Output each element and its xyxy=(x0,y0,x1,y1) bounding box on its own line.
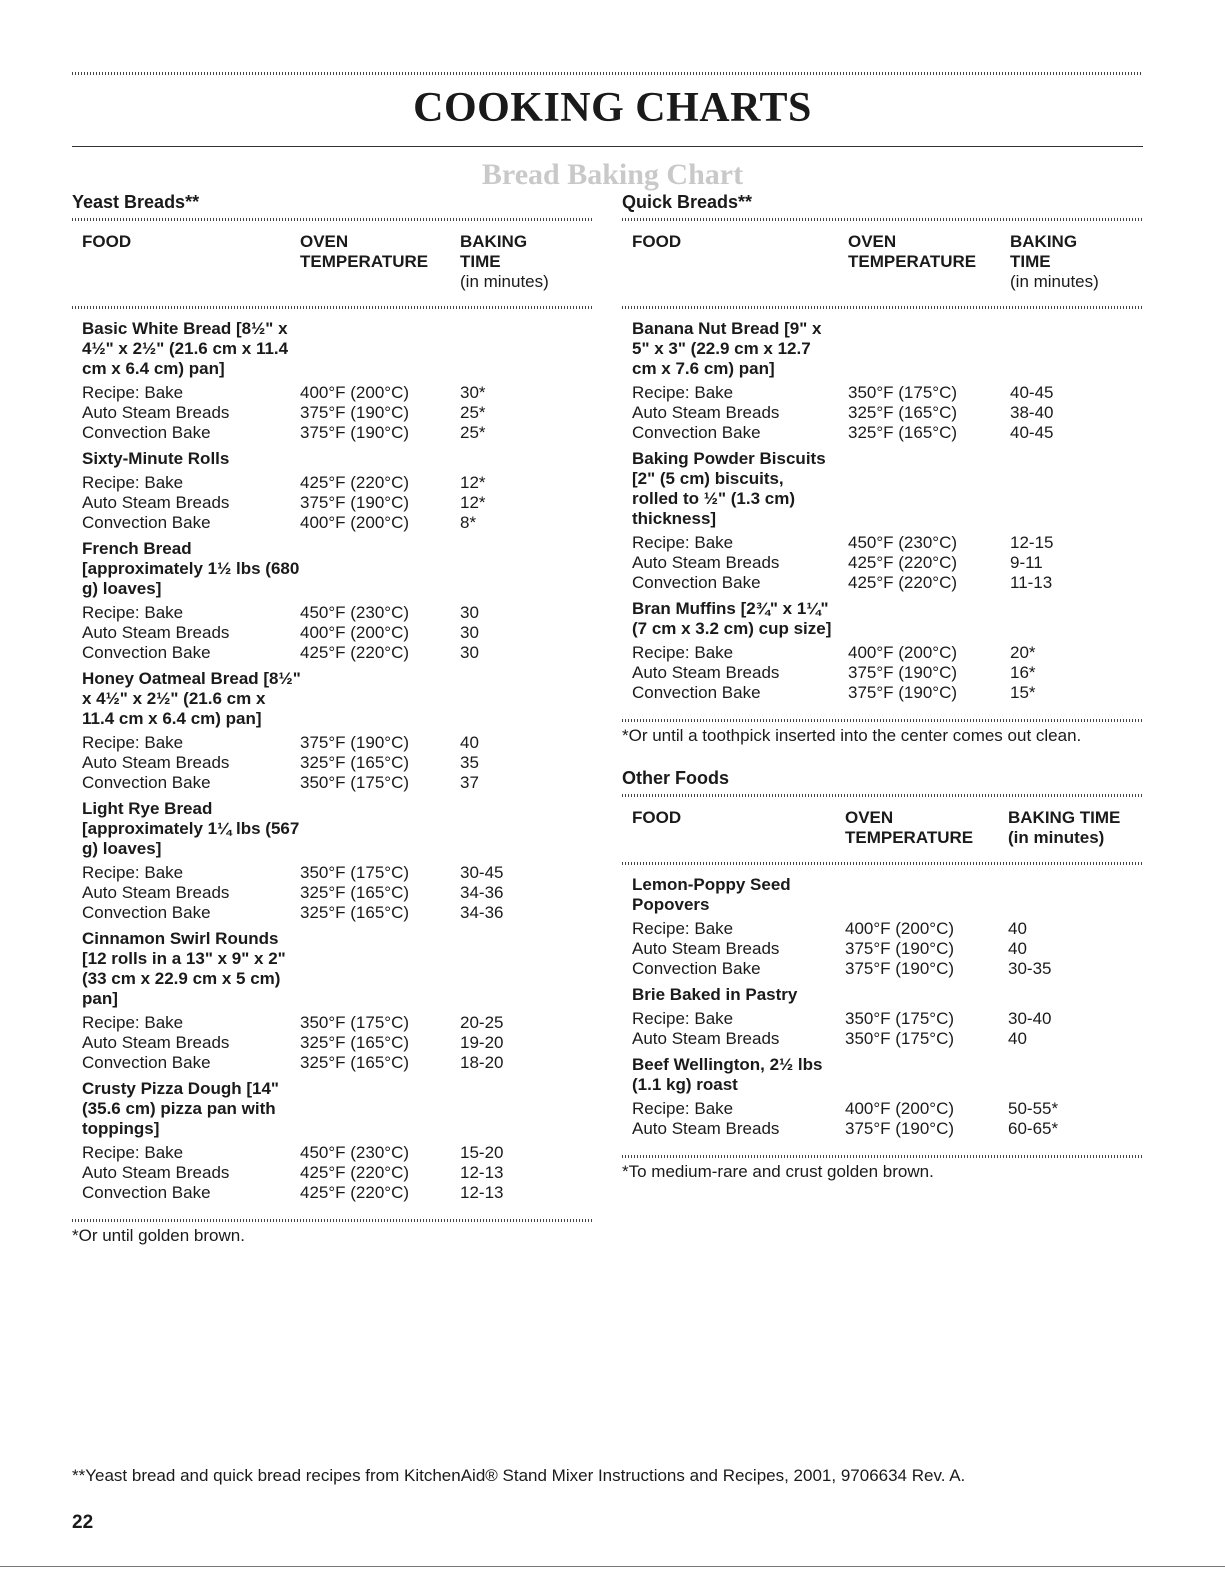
header-time-line1: BAKING xyxy=(1010,232,1078,251)
cell-method: Convection Bake xyxy=(82,1183,211,1202)
table-row xyxy=(632,1009,1144,1029)
header-time xyxy=(1008,808,1144,848)
table-row xyxy=(632,663,1144,683)
table-row xyxy=(82,643,594,663)
header-food xyxy=(632,808,845,848)
cell-method: Auto Steam Breads xyxy=(632,663,780,682)
food-item xyxy=(82,449,594,533)
cell-temp: 400°F (200°C) xyxy=(300,623,410,642)
cell-temp: 350°F (175°C) xyxy=(300,773,410,792)
cell-temp: 400°F (200°C) xyxy=(845,919,955,938)
food-item xyxy=(632,319,1144,443)
section-title: Quick Breads** xyxy=(622,192,753,212)
header-food xyxy=(632,232,848,292)
food-item xyxy=(82,669,594,793)
table-row xyxy=(82,383,594,403)
cell-time: 11-13 xyxy=(1010,573,1053,592)
cell-method: Recipe: Bake xyxy=(82,383,184,402)
header-oven-line1: OVEN xyxy=(300,232,349,251)
food-name: Lemon-Poppy Seed Popovers xyxy=(632,875,791,914)
cell-time: 12* xyxy=(460,493,486,512)
table-body xyxy=(622,309,1144,717)
cell-temp: 350°F (175°C) xyxy=(300,1013,410,1032)
cell-method: Auto Steam Breads xyxy=(632,403,780,422)
header-time-line3: (in minutes) xyxy=(460,272,549,291)
table-row xyxy=(82,603,594,623)
table-row xyxy=(632,919,1144,939)
food-item xyxy=(632,449,1144,593)
footnote: *Or until golden brown. xyxy=(72,1226,245,1245)
table-header xyxy=(622,797,1144,860)
cell-method: Convection Bake xyxy=(632,683,761,702)
table-row xyxy=(632,1029,1144,1049)
cell-time: 8* xyxy=(460,513,477,532)
cell-time: 30 xyxy=(460,603,479,622)
header-oven-line2: TEMPERATURE xyxy=(845,828,974,847)
table-row xyxy=(82,1163,594,1183)
table-row xyxy=(632,683,1144,703)
dotted-rule xyxy=(72,1219,594,1222)
table-row xyxy=(82,863,594,883)
table-row xyxy=(632,643,1144,663)
table-row xyxy=(82,1013,594,1033)
cell-temp: 375°F (190°C) xyxy=(300,493,410,512)
table-row xyxy=(82,1053,594,1073)
cell-temp: 375°F (190°C) xyxy=(300,733,410,752)
cell-temp: 425°F (220°C) xyxy=(300,1183,410,1202)
cell-temp: 350°F (175°C) xyxy=(845,1009,955,1028)
table-row xyxy=(82,753,594,773)
dotted-rule xyxy=(622,719,1144,722)
table-row xyxy=(632,1099,1144,1119)
cell-method: Convection Bake xyxy=(82,903,211,922)
cell-method: Recipe: Bake xyxy=(82,733,184,752)
cell-time: 15-20 xyxy=(460,1143,504,1162)
cell-time: 40 xyxy=(1008,919,1027,938)
cell-method: Recipe: Bake xyxy=(82,473,184,492)
table-row xyxy=(82,403,594,423)
food-item xyxy=(632,875,1144,979)
food-item xyxy=(82,799,594,923)
header-oven xyxy=(848,232,1010,292)
dotted-rule xyxy=(622,1155,1144,1158)
quick-breads-section xyxy=(622,192,1144,1182)
cell-method: Auto Steam Breads xyxy=(82,623,230,642)
cell-time: 40 xyxy=(1008,1029,1027,1048)
food-name: Honey Oatmeal Bread [8½" x 4½" x 2½" (21.6 cm x 11.4 cm x 6.4 cm) pan] xyxy=(82,669,301,728)
cell-time: 34-36 xyxy=(460,903,504,922)
cell-method: Convection Bake xyxy=(632,573,761,592)
cell-time: 25* xyxy=(460,403,486,422)
cell-method: Convection Bake xyxy=(82,423,211,442)
cell-method: Auto Steam Breads xyxy=(82,1163,230,1182)
table-row xyxy=(632,1119,1144,1139)
cell-time: 40 xyxy=(1008,939,1027,958)
cell-time: 30-40 xyxy=(1008,1009,1052,1028)
cell-temp: 350°F (175°C) xyxy=(300,863,410,882)
cell-time: 9-11 xyxy=(1010,553,1043,572)
cell-temp: 325°F (165°C) xyxy=(300,1053,410,1072)
cell-method: Auto Steam Breads xyxy=(82,403,230,422)
cell-temp: 325°F (165°C) xyxy=(300,753,410,772)
food-item xyxy=(632,1055,1144,1139)
table-row xyxy=(632,553,1144,573)
table-row xyxy=(82,513,594,533)
cell-temp: 425°F (220°C) xyxy=(848,573,958,592)
cell-temp: 325°F (165°C) xyxy=(300,883,410,902)
header-oven-line1: OVEN xyxy=(845,808,894,827)
cell-time: 12-15 xyxy=(1010,533,1054,552)
section-title: Other Foods xyxy=(622,768,729,788)
cell-temp: 375°F (190°C) xyxy=(300,423,410,442)
food-name: Crusty Pizza Dough [14" (35.6 cm) pizza pan with toppings] xyxy=(82,1079,279,1138)
cell-method: Auto Steam Breads xyxy=(632,553,780,572)
cell-temp: 425°F (220°C) xyxy=(300,643,410,662)
cell-method: Auto Steam Breads xyxy=(82,493,230,512)
cell-time: 15* xyxy=(1010,683,1036,702)
table-row xyxy=(82,423,594,443)
cell-temp: 375°F (190°C) xyxy=(845,1119,955,1138)
table-row xyxy=(82,903,594,923)
yeast-breads-section xyxy=(72,192,594,1246)
cell-time: 16* xyxy=(1010,663,1036,682)
cell-temp: 350°F (175°C) xyxy=(845,1029,955,1048)
food-name: Beef Wellington, 2½ lbs (1.1 kg) roast xyxy=(632,1055,823,1094)
header-oven-line2: TEMPERATURE xyxy=(848,252,977,271)
cell-method: Convection Bake xyxy=(82,643,211,662)
cell-method: Convection Bake xyxy=(632,423,761,442)
food-item xyxy=(632,599,1144,703)
header-time-line2: TIME xyxy=(460,252,501,271)
cell-temp: 425°F (220°C) xyxy=(300,1163,410,1182)
cell-method: Convection Bake xyxy=(632,959,761,978)
food-item xyxy=(632,985,1144,1049)
cell-method: Recipe: Bake xyxy=(82,1013,184,1032)
cell-time: 12* xyxy=(460,473,486,492)
cell-temp: 350°F (175°C) xyxy=(848,383,958,402)
cell-temp: 450°F (230°C) xyxy=(300,603,410,622)
source-footnote: **Yeast bread and quick bread recipes from KitchenAid® Stand Mixer Instructions and Recipes, 2001, 9706634 Rev. A. xyxy=(72,1466,966,1485)
cell-time: 20-25 xyxy=(460,1013,504,1032)
table-row xyxy=(632,383,1144,403)
cell-time: 30-35 xyxy=(1008,959,1052,978)
header-time xyxy=(1010,232,1144,292)
header-time-line3: (in minutes) xyxy=(1010,272,1099,291)
table-row xyxy=(632,573,1144,593)
footnote: *To medium-rare and crust golden brown. xyxy=(622,1162,934,1181)
cell-temp: 375°F (190°C) xyxy=(848,683,958,702)
cell-time: 38-40 xyxy=(1010,403,1054,422)
header-time-line1: BAKING xyxy=(460,232,528,251)
cell-temp: 325°F (165°C) xyxy=(300,903,410,922)
cell-temp: 375°F (190°C) xyxy=(845,939,955,958)
cell-method: Recipe: Bake xyxy=(632,1009,734,1028)
cell-temp: 425°F (220°C) xyxy=(848,553,958,572)
table-body xyxy=(622,865,1144,1153)
cell-temp: 375°F (190°C) xyxy=(845,959,955,978)
cell-temp: 325°F (165°C) xyxy=(848,423,958,442)
title-rule xyxy=(72,146,1143,147)
cell-method: Recipe: Bake xyxy=(632,533,734,552)
cell-method: Recipe: Bake xyxy=(632,383,734,402)
header-time-line2: (in minutes) xyxy=(1008,828,1105,847)
food-item xyxy=(82,1079,594,1203)
cell-temp: 375°F (190°C) xyxy=(300,403,410,422)
cell-method: Recipe: Bake xyxy=(632,919,734,938)
cell-temp: 425°F (220°C) xyxy=(300,473,410,492)
cell-time: 12-13 xyxy=(460,1163,504,1182)
table-row xyxy=(82,1183,594,1203)
cell-temp: 325°F (165°C) xyxy=(300,1033,410,1052)
table-row xyxy=(632,403,1144,423)
table-row xyxy=(82,623,594,643)
header-food-label: FOOD xyxy=(82,232,132,251)
cell-method: Convection Bake xyxy=(82,1053,211,1072)
table-row xyxy=(632,533,1144,553)
food-item xyxy=(82,929,594,1073)
cell-temp: 375°F (190°C) xyxy=(848,663,958,682)
bottom-rule xyxy=(0,1566,1225,1567)
food-name: Sixty-Minute Rolls xyxy=(82,449,230,468)
cell-temp: 325°F (165°C) xyxy=(848,403,958,422)
cell-method: Recipe: Bake xyxy=(82,1143,184,1162)
cell-temp: 400°F (200°C) xyxy=(848,643,958,662)
header-time-line1: BAKING TIME xyxy=(1008,808,1121,827)
cell-time: 34-36 xyxy=(460,883,504,902)
cell-time: 19-20 xyxy=(460,1033,504,1052)
cell-method: Auto Steam Breads xyxy=(82,883,230,902)
cell-temp: 400°F (200°C) xyxy=(300,383,410,402)
cell-method: Convection Bake xyxy=(82,773,211,792)
table-row xyxy=(82,493,594,513)
header-food-label: FOOD xyxy=(632,232,682,251)
cell-method: Recipe: Bake xyxy=(82,603,184,622)
header-time-line2: TIME xyxy=(1010,252,1051,271)
table-body xyxy=(72,309,594,1217)
table-row xyxy=(82,773,594,793)
food-item xyxy=(82,539,594,663)
cell-time: 30 xyxy=(460,623,479,642)
table-header xyxy=(622,221,1144,304)
cell-time: 30* xyxy=(460,383,486,402)
table-row xyxy=(632,959,1144,979)
food-name: Brie Baked in Pastry xyxy=(632,985,798,1004)
chart-title: Bread Baking Chart xyxy=(481,158,744,191)
food-name: Banana Nut Bread [9" x 5" x 3" (22.9 cm x 12.7 cm x 7.6 cm) pan] xyxy=(632,319,822,378)
cell-time: 40 xyxy=(460,733,479,752)
table-row xyxy=(82,883,594,903)
footnote: *Or until a toothpick inserted into the center comes out clean. xyxy=(622,726,1082,745)
food-item xyxy=(82,319,594,443)
cell-time: 12-13 xyxy=(460,1183,504,1202)
table-row xyxy=(82,473,594,493)
food-name: Light Rye Bread [approximately 1¼ lbs (567 g) loaves] xyxy=(82,799,300,858)
cell-time: 50-55* xyxy=(1008,1099,1059,1118)
cell-time: 37 xyxy=(460,773,479,792)
page-number: 22 xyxy=(72,1512,94,1533)
cell-temp: 450°F (230°C) xyxy=(848,533,958,552)
food-name: Bran Muffins [2¾" x 1¼" (7 cm x 3.2 cm) cup size] xyxy=(632,599,832,638)
cell-time: 30 xyxy=(460,643,479,662)
food-name: Baking Powder Biscuits [2" (5 cm) biscuits, rolled to ½" (1.3 cm) thickness] xyxy=(632,449,826,528)
header-oven-line1: OVEN xyxy=(848,232,897,251)
section-title: Yeast Breads** xyxy=(72,192,200,212)
header-food xyxy=(82,232,300,292)
cell-method: Auto Steam Breads xyxy=(632,1029,780,1048)
page-title: COOKING CHARTS xyxy=(413,85,812,131)
table-row xyxy=(82,733,594,753)
cell-time: 40-45 xyxy=(1010,383,1054,402)
header-time xyxy=(460,232,594,292)
cell-method: Convection Bake xyxy=(82,513,211,532)
header-food-label: FOOD xyxy=(632,808,682,827)
cell-method: Recipe: Bake xyxy=(632,643,734,662)
cell-time: 60-65* xyxy=(1008,1119,1059,1138)
header-oven-line2: TEMPERATURE xyxy=(300,252,429,271)
cell-time: 30-45 xyxy=(460,863,504,882)
table-row xyxy=(82,1143,594,1163)
cell-time: 18-20 xyxy=(460,1053,504,1072)
food-name: Basic White Bread [8½" x 4½" x 2½" (21.6 cm x 11.4 cm x 6.4 cm) pan] xyxy=(82,319,289,378)
cell-method: Recipe: Bake xyxy=(632,1099,734,1118)
cell-method: Auto Steam Breads xyxy=(632,939,780,958)
table-header xyxy=(72,221,594,304)
top-dotted-rule xyxy=(72,72,1143,75)
cell-temp: 400°F (200°C) xyxy=(845,1099,955,1118)
header-oven xyxy=(845,808,1008,848)
table-row xyxy=(632,423,1144,443)
food-name: French Bread [approximately 1½ lbs (680 g) loaves] xyxy=(82,539,300,598)
cell-method: Auto Steam Breads xyxy=(632,1119,780,1138)
header-oven xyxy=(300,232,460,292)
cell-time: 35 xyxy=(460,753,479,772)
cell-method: Recipe: Bake xyxy=(82,863,184,882)
cell-time: 25* xyxy=(460,423,486,442)
cell-temp: 450°F (230°C) xyxy=(300,1143,410,1162)
cell-time: 20* xyxy=(1010,643,1036,662)
cell-method: Auto Steam Breads xyxy=(82,753,230,772)
food-name: Cinnamon Swirl Rounds [12 rolls in a 13" x 9" x 2" (33 cm x 22.9 cm x 5 cm) pan] xyxy=(82,929,286,1008)
cell-time: 40-45 xyxy=(1010,423,1054,442)
cell-method: Auto Steam Breads xyxy=(82,1033,230,1052)
table-row xyxy=(632,939,1144,959)
table-row xyxy=(82,1033,594,1053)
other-foods-section xyxy=(622,768,1144,1182)
cell-temp: 400°F (200°C) xyxy=(300,513,410,532)
